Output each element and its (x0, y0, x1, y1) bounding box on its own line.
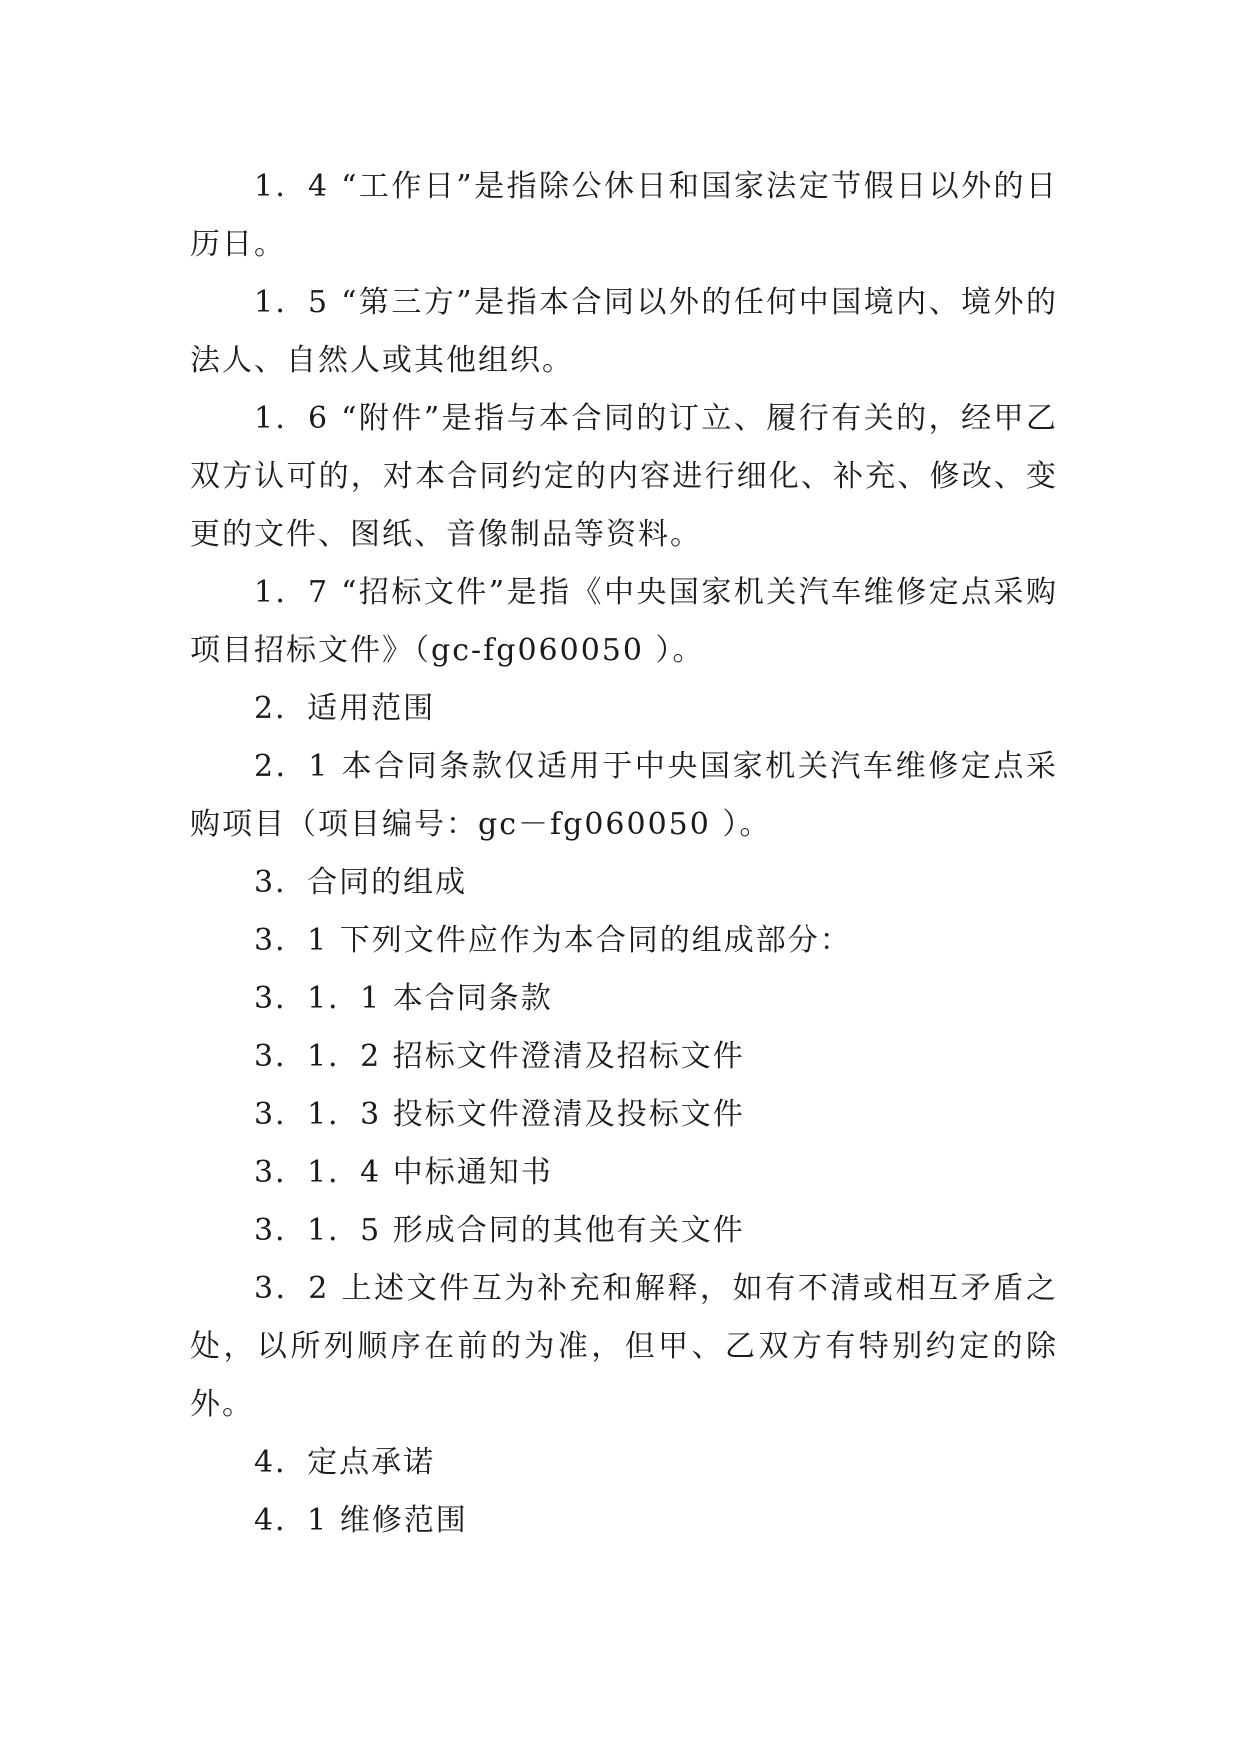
heading-4: 4．定点承诺 (254, 1445, 436, 1480)
heading-2: 2．适用范围 (254, 691, 436, 726)
paragraph-1-5: 1．5 “第三方”是指本合同以外的任何中国境内、境外的法人、自然人或其他组织。 (190, 285, 1058, 378)
paragraph-1-7: 1．7 “招标文件”是指《中央国家机关汽车维修定点采购项目招标文件》（gc-fg060050 ）。 (190, 575, 1058, 668)
paragraph-1-6: 1．6 “附件”是指与本合同的订立、履行有关的，经甲乙双方认可的，对本合同约定的内容进行细化、补充、修改、变更的文件、图纸、音像制品等资料。 (190, 401, 1058, 552)
paragraph-3-1-1: 3．1．1 本合同条款 (254, 981, 553, 1016)
paragraph-4-1: 4．1 维修范围 (254, 1503, 468, 1538)
paragraph-2-1: 2．1 本合同条款仅适用于中央国家机关汽车维修定点采购项目（项目编号：gc－fg060050 ）。 (190, 749, 1058, 842)
document-body (190, 158, 1058, 1550)
paragraph-1-4: 1．4 “工作日”是指除公休日和国家法定节假日以外的日历日。 (190, 169, 1058, 262)
paragraph-3-1-5: 3．1．5 形成合同的其他有关文件 (254, 1213, 745, 1248)
paragraph-3-1-3: 3．1．3 投标文件澄清及投标文件 (254, 1097, 745, 1132)
paragraph-3-1-4: 3．1．4 中标通知书 (254, 1155, 553, 1190)
paragraph-3-2: 3．2 上述文件互为补充和解释，如有不清或相互矛盾之处，以所列顺序在前的为准，但甲、乙双方有特别约定的除外。 (190, 1271, 1058, 1422)
heading-3: 3．合同的组成 (254, 865, 468, 900)
paragraph-3-1: 3．1 下列文件应作为本合同的组成部分： (254, 923, 852, 958)
paragraph-3-1-2: 3．1．2 招标文件澄清及招标文件 (254, 1039, 745, 1074)
